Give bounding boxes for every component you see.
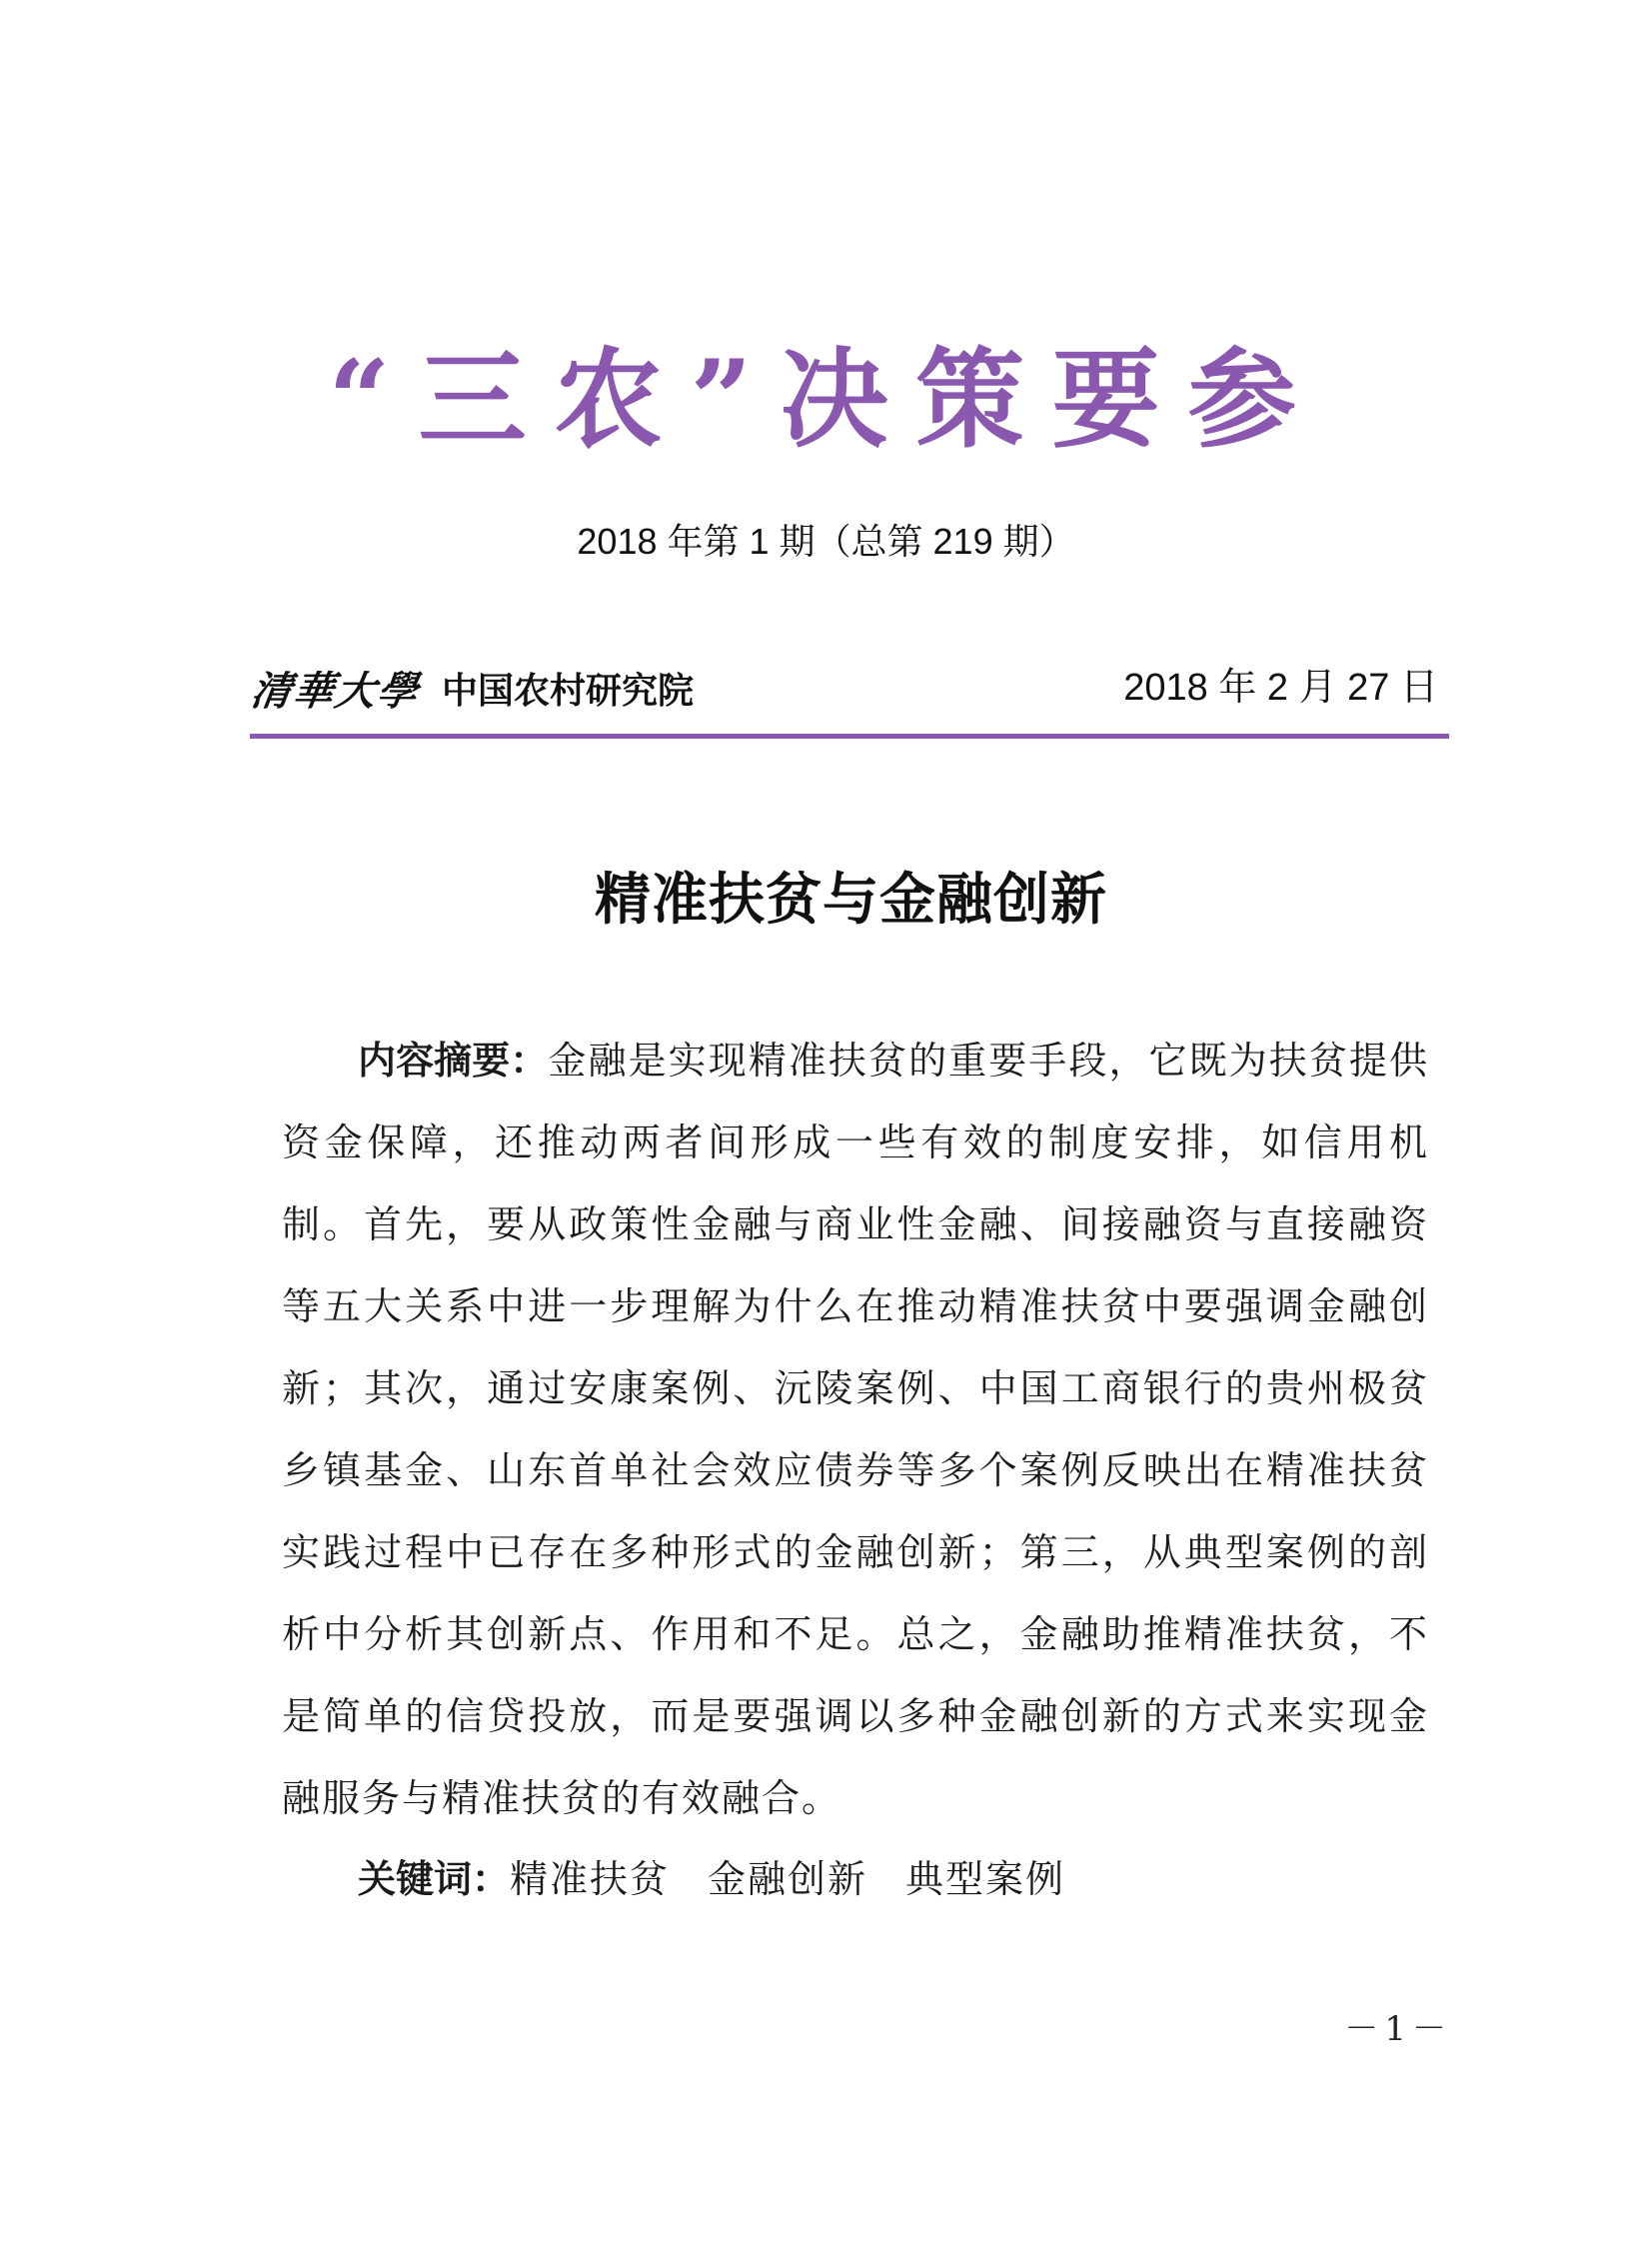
institution-header — [248, 660, 695, 716]
page-number: －1－ — [1344, 2009, 1452, 2049]
article-title: 精准扶贫与金融创新 — [595, 868, 1107, 933]
publication-date: 2018 年 2 月 27 日 — [1123, 667, 1438, 709]
issue-number: 2018 年第 1 期（总第 219 期） — [577, 521, 1075, 562]
keywords-line — [358, 1849, 1065, 1909]
keyword: 典型案例 — [905, 1857, 1066, 1901]
masthead-title: “三农”决策要参 — [328, 337, 1324, 463]
keyword: 精准扶贫 — [510, 1857, 671, 1901]
abstract-label: 内容摘要： — [358, 1039, 549, 1083]
keywords-label: 关键词： — [358, 1857, 511, 1901]
institution-name: 中国农村研究院 — [442, 670, 695, 712]
header-divider — [250, 734, 1449, 739]
abstract-text: 金融是实现精准扶贫的重要手段，它既为扶贫提供资金保障，还推动两者间形成一些有效的制度安排，如信用机制。首先，要从政策性金融与商业性金融、间接融资与直接融资等五大关系中进一步理解为什么在推动精准扶贫中要强调金融创新；其次，通过安康案例、沅陵案例、中国工商银行的贵州极贫乡镇基金、山东首单社会效应债券等多个案例反映出在精准扶贫实践过程中已存在多种形式的金融创新；第三，从典型案例的剖析中分析其创新点、作用和不足。总之，金融助推精准扶贫，不是简单的信贷投放，而是要强调以多种金融创新的方式来实现金融服务与精准扶贫的有效融合。 — [282, 1039, 1429, 1820]
university-logo: 清華大學 — [248, 667, 423, 715]
abstract-paragraph — [282, 1020, 1429, 1839]
keyword: 金融创新 — [708, 1857, 868, 1901]
